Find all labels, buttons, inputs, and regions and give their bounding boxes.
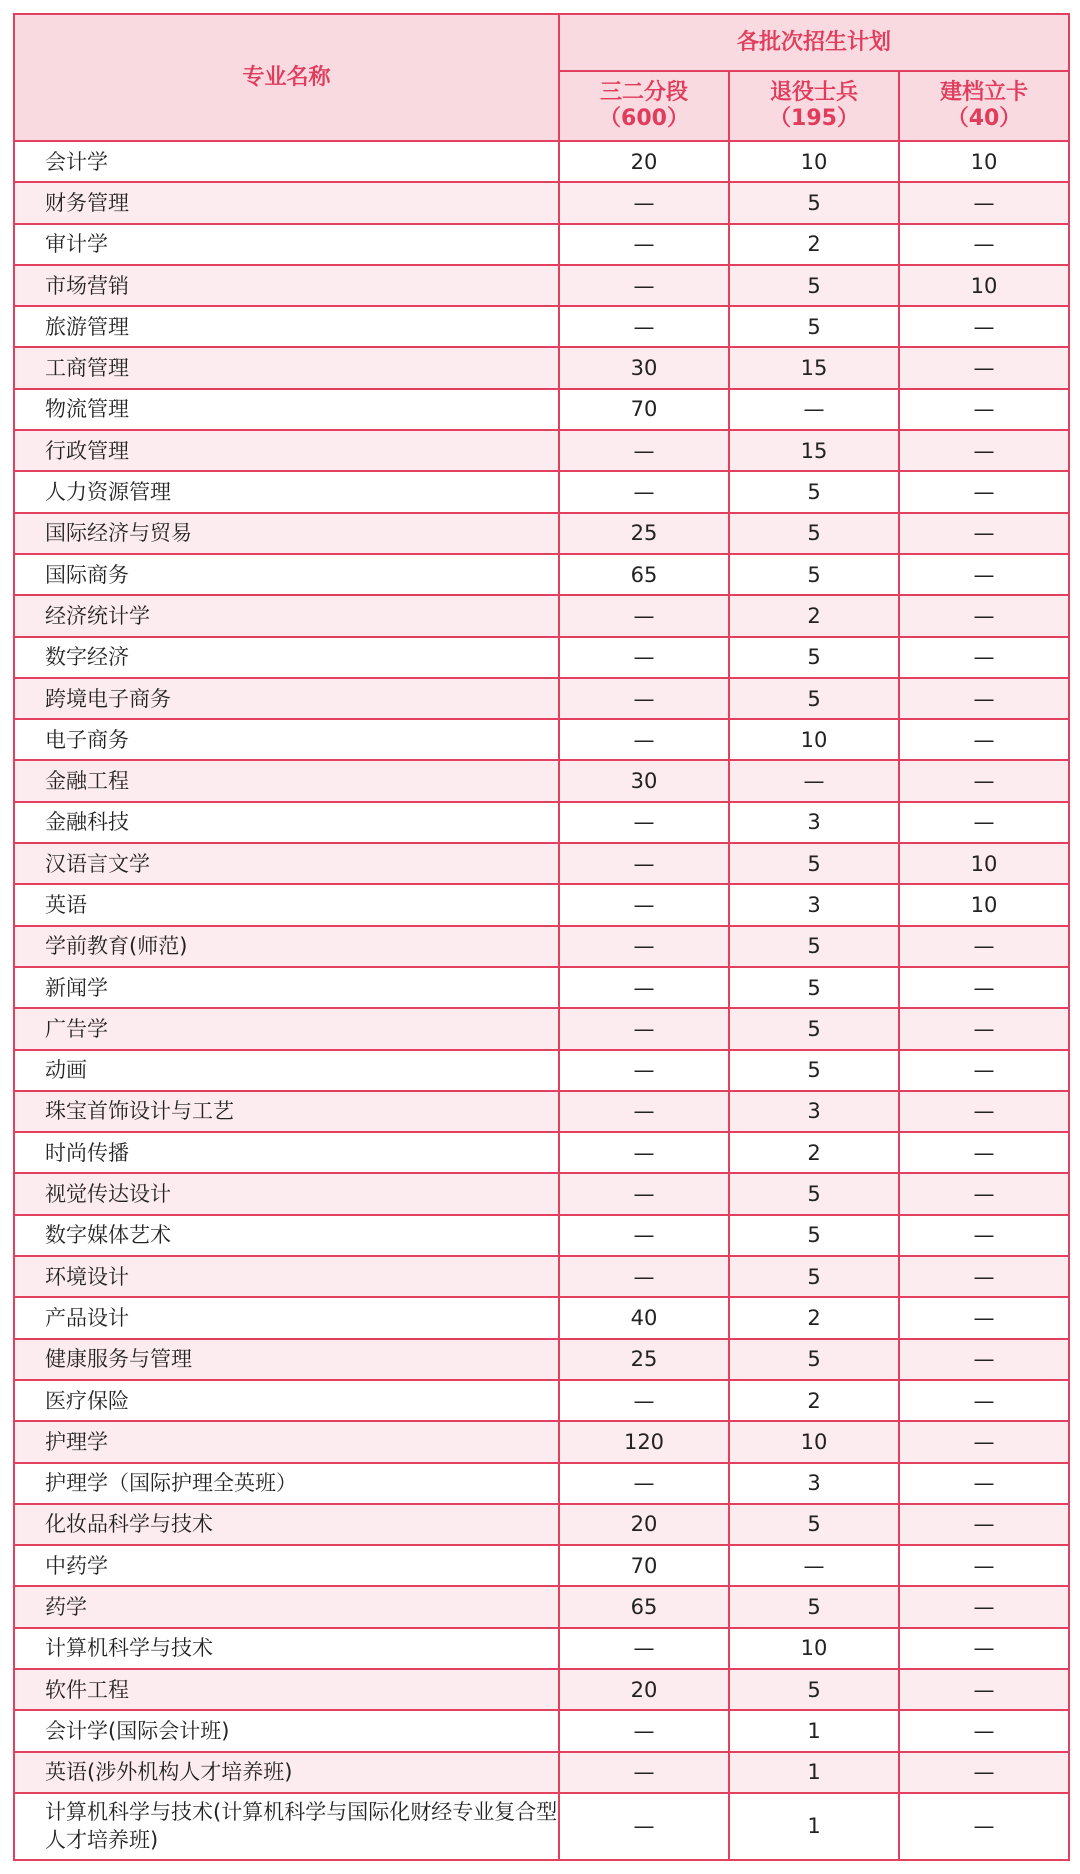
- major-name-cell: 英语: [14, 884, 559, 925]
- column-count: （40）: [946, 106, 1022, 131]
- table-row: [14, 224, 1069, 265]
- table-row: [14, 1628, 1069, 1669]
- plan-32-segment-cell: 25: [559, 1339, 729, 1380]
- column-count: （600）: [599, 106, 689, 131]
- table-row: [14, 182, 1069, 223]
- plan-32-segment-cell: 30: [559, 347, 729, 388]
- plan-veterans-cell: 5: [729, 926, 899, 967]
- plan-veterans-cell: 5: [729, 637, 899, 678]
- major-name-cell: 物流管理: [14, 389, 559, 430]
- column-label: 建档立卡: [940, 80, 1029, 105]
- table-row: [14, 1421, 1069, 1462]
- plan-poverty-registered-cell: —: [899, 967, 1069, 1008]
- plan-veterans-cell: 5: [729, 1050, 899, 1091]
- major-name-cell: 行政管理: [14, 430, 559, 471]
- plan-poverty-registered-cell: —: [899, 513, 1069, 554]
- major-name-cell: 环境设计: [14, 1256, 559, 1297]
- column-count: （195）: [769, 106, 859, 131]
- table-row: [14, 843, 1069, 884]
- plan-veterans-cell: 10: [729, 1628, 899, 1669]
- major-name-cell: 旅游管理: [14, 306, 559, 347]
- plan-32-segment-cell: 20: [559, 141, 729, 182]
- table-row: [14, 1132, 1069, 1173]
- table-row: [14, 1586, 1069, 1627]
- major-name-cell: 珠宝首饰设计与工艺: [14, 1091, 559, 1132]
- plan-32-segment-cell: 25: [559, 513, 729, 554]
- plan-veterans-cell: 5: [729, 1669, 899, 1710]
- plan-32-segment-cell: —: [559, 802, 729, 843]
- plan-veterans-cell: 3: [729, 1091, 899, 1132]
- major-name-cell: 软件工程: [14, 1669, 559, 1710]
- plan-poverty-registered-cell: —: [899, 719, 1069, 760]
- major-name-cell: 会计学(国际会计班): [14, 1710, 559, 1751]
- plan-poverty-registered-cell: —: [899, 1504, 1069, 1545]
- table-row: [14, 1545, 1069, 1586]
- table-row: [14, 430, 1069, 471]
- plan-poverty-registered-cell: —: [899, 1421, 1069, 1462]
- major-name-cell: 视觉传达设计: [14, 1173, 559, 1214]
- plan-veterans-cell: 2: [729, 1132, 899, 1173]
- plan-32-segment-cell: —: [559, 1173, 729, 1214]
- plan-veterans-cell: 10: [729, 719, 899, 760]
- table-row: [14, 1173, 1069, 1214]
- table-row: [14, 760, 1069, 801]
- plan-veterans-cell: 2: [729, 1297, 899, 1338]
- plan-poverty-registered-cell: —: [899, 1793, 1069, 1860]
- table-row: [14, 554, 1069, 595]
- plan-veterans-cell: 1: [729, 1752, 899, 1793]
- plan-poverty-registered-cell: 10: [899, 843, 1069, 884]
- plan-veterans-cell: 5: [729, 182, 899, 223]
- major-name-cell: 化妆品科学与技术: [14, 1504, 559, 1545]
- column-label: 三二分段: [599, 80, 688, 105]
- plan-poverty-registered-cell: —: [899, 430, 1069, 471]
- plan-veterans-cell: 1: [729, 1710, 899, 1751]
- plan-32-segment-cell: —: [559, 843, 729, 884]
- plan-poverty-registered-cell: —: [899, 306, 1069, 347]
- plan-32-segment-cell: 40: [559, 1297, 729, 1338]
- plan-veterans-cell: 5: [729, 265, 899, 306]
- plan-32-segment-cell: —: [559, 1628, 729, 1669]
- plan-32-segment-cell: —: [559, 1091, 729, 1132]
- table-row: [14, 967, 1069, 1008]
- plan-32-segment-cell: —: [559, 224, 729, 265]
- major-name-cell: 电子商务: [14, 719, 559, 760]
- plan-32-segment-cell: 120: [559, 1421, 729, 1462]
- plan-poverty-registered-cell: —: [899, 389, 1069, 430]
- major-name-cell: 跨境电子商务: [14, 678, 559, 719]
- major-name-cell: 财务管理: [14, 182, 559, 223]
- plan-32-segment-cell: 30: [559, 760, 729, 801]
- plan-32-segment-cell: —: [559, 678, 729, 719]
- plan-32-segment-cell: —: [559, 182, 729, 223]
- plan-32-segment-cell: —: [559, 1132, 729, 1173]
- table-row: [14, 1256, 1069, 1297]
- plan-poverty-registered-cell: —: [899, 1463, 1069, 1504]
- table-row: [14, 471, 1069, 512]
- major-name-cell: 健康服务与管理: [14, 1339, 559, 1380]
- table-row: [14, 1008, 1069, 1049]
- plan-poverty-registered-cell: —: [899, 1586, 1069, 1627]
- major-name-cell: 市场营销: [14, 265, 559, 306]
- table-row: [14, 926, 1069, 967]
- table-row: [14, 1710, 1069, 1751]
- plan-veterans-cell: —: [729, 389, 899, 430]
- major-name-cell: 新闻学: [14, 967, 559, 1008]
- table-row: [14, 1793, 1069, 1860]
- major-name-cell: 中药学: [14, 1545, 559, 1586]
- admission-plan-table: [13, 13, 1070, 1861]
- plan-veterans-cell: 2: [729, 224, 899, 265]
- plan-32-segment-cell: —: [559, 1215, 729, 1256]
- plan-poverty-registered-cell: —: [899, 595, 1069, 636]
- table-row: [14, 306, 1069, 347]
- table-row: [14, 1050, 1069, 1091]
- major-name-cell: 汉语言文学: [14, 843, 559, 884]
- major-name-cell: 金融工程: [14, 760, 559, 801]
- plan-veterans-cell: 5: [729, 513, 899, 554]
- plan-veterans-cell: —: [729, 760, 899, 801]
- plan-poverty-registered-cell: —: [899, 1752, 1069, 1793]
- plan-poverty-registered-cell: —: [899, 1050, 1069, 1091]
- plan-veterans-cell: 5: [729, 471, 899, 512]
- plan-veterans-cell: 10: [729, 141, 899, 182]
- plan-veterans-cell: 5: [729, 843, 899, 884]
- plan-veterans-cell: 3: [729, 884, 899, 925]
- plan-veterans-cell: 5: [729, 1008, 899, 1049]
- table-row: [14, 1091, 1069, 1132]
- plan-poverty-registered-cell: —: [899, 760, 1069, 801]
- table-row: [14, 265, 1069, 306]
- table-row: [14, 678, 1069, 719]
- table-body: [14, 141, 1069, 1860]
- plan-poverty-registered-cell: —: [899, 182, 1069, 223]
- plan-32-segment-cell: 20: [559, 1504, 729, 1545]
- plan-32-segment-cell: 65: [559, 554, 729, 595]
- table-row: [14, 802, 1069, 843]
- major-name-cell: 国际商务: [14, 554, 559, 595]
- plan-poverty-registered-cell: —: [899, 1215, 1069, 1256]
- plan-32-segment-cell: —: [559, 1463, 729, 1504]
- major-name-cell: 计算机科学与技术: [14, 1628, 559, 1669]
- plan-32-segment-cell: —: [559, 1050, 729, 1091]
- table-row: [14, 1504, 1069, 1545]
- column-header-32-segment: [559, 71, 729, 141]
- plan-32-segment-cell: —: [559, 967, 729, 1008]
- column-header-poverty-registered: [899, 71, 1069, 141]
- plan-poverty-registered-cell: —: [899, 1132, 1069, 1173]
- plan-veterans-cell: 5: [729, 967, 899, 1008]
- table-row: [14, 513, 1069, 554]
- plan-32-segment-cell: 65: [559, 1586, 729, 1627]
- major-name-cell: 护理学（国际护理全英班）: [14, 1463, 559, 1504]
- plan-poverty-registered-cell: —: [899, 1628, 1069, 1669]
- table-row: [14, 1752, 1069, 1793]
- table-row: [14, 389, 1069, 430]
- plan-32-segment-cell: 70: [559, 389, 729, 430]
- plan-veterans-cell: 15: [729, 347, 899, 388]
- table-row: [14, 1297, 1069, 1338]
- plan-veterans-cell: —: [729, 1545, 899, 1586]
- plan-veterans-cell: 5: [729, 1173, 899, 1214]
- plan-veterans-cell: 10: [729, 1421, 899, 1462]
- column-label: 退役士兵: [769, 80, 858, 105]
- plan-poverty-registered-cell: —: [899, 1669, 1069, 1710]
- plan-poverty-registered-cell: —: [899, 1297, 1069, 1338]
- plan-poverty-registered-cell: —: [899, 1173, 1069, 1214]
- major-name-cell: 数字媒体艺术: [14, 1215, 559, 1256]
- plan-veterans-cell: 5: [729, 554, 899, 595]
- column-header-veterans: [729, 71, 899, 141]
- plan-veterans-cell: 15: [729, 430, 899, 471]
- plan-32-segment-cell: —: [559, 306, 729, 347]
- plan-poverty-registered-cell: —: [899, 1545, 1069, 1586]
- plan-poverty-registered-cell: —: [899, 926, 1069, 967]
- plan-veterans-cell: 1: [729, 1793, 899, 1860]
- plan-32-segment-cell: —: [559, 719, 729, 760]
- plan-veterans-cell: 5: [729, 1256, 899, 1297]
- plan-poverty-registered-cell: 10: [899, 141, 1069, 182]
- plan-32-segment-cell: —: [559, 1710, 729, 1751]
- plan-32-segment-cell: —: [559, 926, 729, 967]
- plan-32-segment-cell: —: [559, 1256, 729, 1297]
- plan-32-segment-cell: —: [559, 471, 729, 512]
- plan-32-segment-cell: —: [559, 595, 729, 636]
- plan-poverty-registered-cell: —: [899, 554, 1069, 595]
- plan-poverty-registered-cell: —: [899, 224, 1069, 265]
- plan-poverty-registered-cell: —: [899, 471, 1069, 512]
- plan-poverty-registered-cell: —: [899, 1339, 1069, 1380]
- major-name-cell: 药学: [14, 1586, 559, 1627]
- major-name-cell: 广告学: [14, 1008, 559, 1049]
- plan-32-segment-cell: 70: [559, 1545, 729, 1586]
- plan-poverty-registered-cell: —: [899, 802, 1069, 843]
- major-name-header: 专业名称: [14, 14, 559, 141]
- major-name-cell: 国际经济与贸易: [14, 513, 559, 554]
- plan-32-segment-cell: —: [559, 1793, 729, 1860]
- plan-poverty-registered-cell: —: [899, 1256, 1069, 1297]
- plan-veterans-cell: 5: [729, 1586, 899, 1627]
- major-name-cell: 计算机科学与技术(计算机科学与国际化财经专业复合型人才培养班): [14, 1793, 559, 1860]
- plan-32-segment-cell: —: [559, 1008, 729, 1049]
- major-name-cell: 医疗保险: [14, 1380, 559, 1421]
- plan-veterans-cell: 5: [729, 1215, 899, 1256]
- major-name-cell: 人力资源管理: [14, 471, 559, 512]
- plan-poverty-registered-cell: —: [899, 1008, 1069, 1049]
- plan-group-header: 各批次招生计划: [559, 14, 1069, 71]
- plan-32-segment-cell: —: [559, 430, 729, 471]
- major-name-cell: 审计学: [14, 224, 559, 265]
- table-row: [14, 719, 1069, 760]
- plan-veterans-cell: 3: [729, 1463, 899, 1504]
- table-row: [14, 637, 1069, 678]
- plan-32-segment-cell: —: [559, 1380, 729, 1421]
- major-name-cell: 会计学: [14, 141, 559, 182]
- plan-poverty-registered-cell: 10: [899, 265, 1069, 306]
- major-name-cell: 动画: [14, 1050, 559, 1091]
- table-row: [14, 141, 1069, 182]
- table-row: [14, 1339, 1069, 1380]
- plan-32-segment-cell: —: [559, 1752, 729, 1793]
- table-row: [14, 1669, 1069, 1710]
- major-name-cell: 工商管理: [14, 347, 559, 388]
- plan-32-segment-cell: —: [559, 637, 729, 678]
- plan-veterans-cell: 5: [729, 1339, 899, 1380]
- plan-32-segment-cell: 20: [559, 1669, 729, 1710]
- plan-poverty-registered-cell: —: [899, 637, 1069, 678]
- major-name-cell: 产品设计: [14, 1297, 559, 1338]
- major-name-cell: 英语(涉外机构人才培养班): [14, 1752, 559, 1793]
- table-row: [14, 1215, 1069, 1256]
- plan-poverty-registered-cell: —: [899, 347, 1069, 388]
- plan-veterans-cell: 2: [729, 1380, 899, 1421]
- table-row: [14, 884, 1069, 925]
- plan-veterans-cell: 5: [729, 306, 899, 347]
- table-row: [14, 1380, 1069, 1421]
- header-row-group: [14, 14, 1069, 71]
- plan-poverty-registered-cell: —: [899, 678, 1069, 719]
- plan-poverty-registered-cell: —: [899, 1710, 1069, 1751]
- plan-veterans-cell: 5: [729, 678, 899, 719]
- plan-veterans-cell: 2: [729, 595, 899, 636]
- major-name-cell: 学前教育(师范): [14, 926, 559, 967]
- plan-veterans-cell: 3: [729, 802, 899, 843]
- plan-poverty-registered-cell: 10: [899, 884, 1069, 925]
- major-name-cell: 数字经济: [14, 637, 559, 678]
- plan-32-segment-cell: —: [559, 884, 729, 925]
- table-row: [14, 595, 1069, 636]
- plan-32-segment-cell: —: [559, 265, 729, 306]
- major-name-cell: 护理学: [14, 1421, 559, 1462]
- major-name-cell: 经济统计学: [14, 595, 559, 636]
- plan-poverty-registered-cell: —: [899, 1091, 1069, 1132]
- plan-poverty-registered-cell: —: [899, 1380, 1069, 1421]
- plan-veterans-cell: 5: [729, 1504, 899, 1545]
- table-row: [14, 347, 1069, 388]
- major-name-cell: 金融科技: [14, 802, 559, 843]
- table-row: [14, 1463, 1069, 1504]
- major-name-cell: 时尚传播: [14, 1132, 559, 1173]
